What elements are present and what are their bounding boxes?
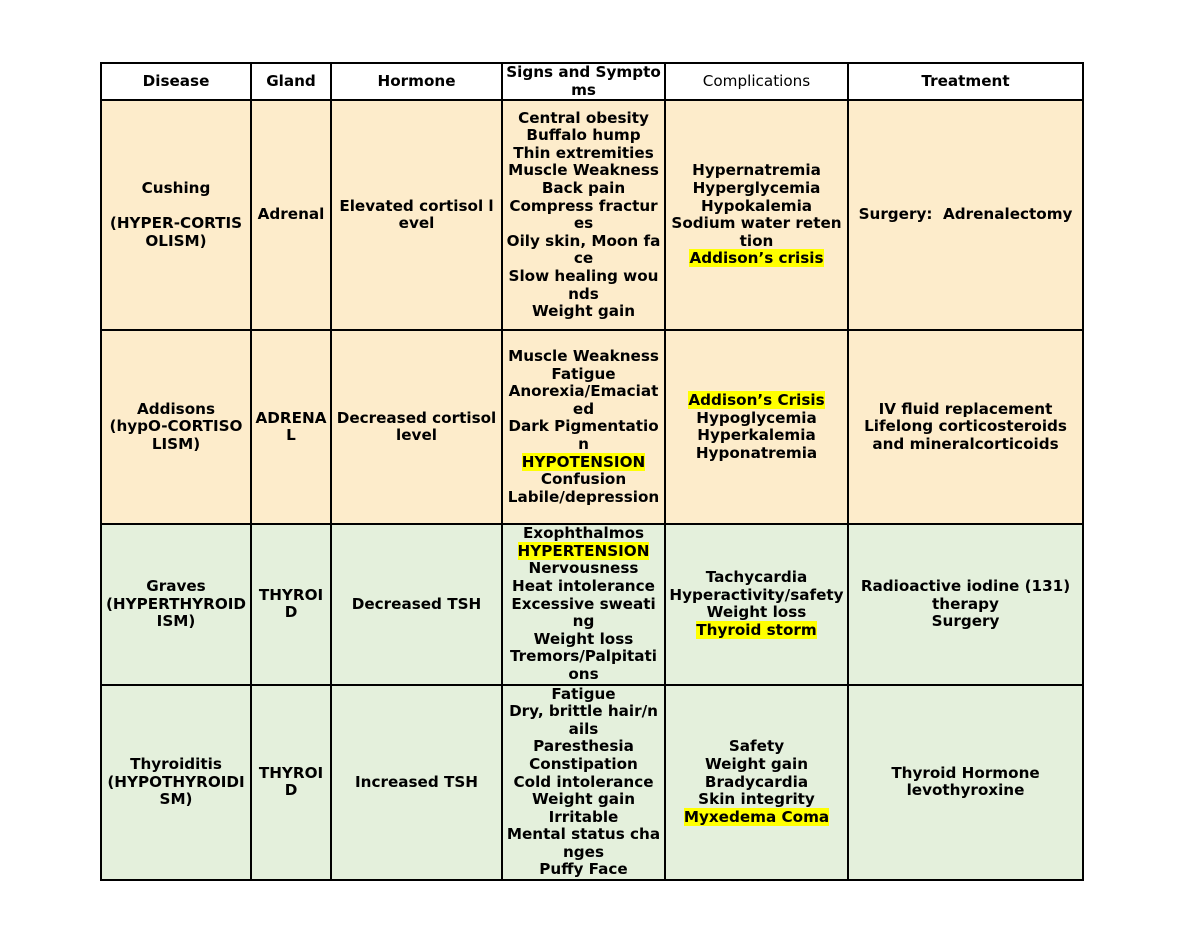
disease-name: Addisons	[136, 399, 216, 418]
disease-name: Thyroiditis	[130, 754, 222, 773]
signs-cell	[502, 685, 665, 881]
complication-item: Hyperkalemia	[697, 426, 816, 445]
treatment-item: Radioactive iodine (131) therapy	[860, 576, 1071, 613]
sign-item: Irritable	[548, 807, 619, 826]
header-disease: Disease	[101, 63, 251, 100]
complications-cell	[665, 330, 848, 524]
disease-cell	[101, 330, 251, 524]
header-complications: Complications	[665, 63, 848, 100]
gland-cell: THYROID	[251, 524, 331, 684]
treatment-item: IV fluid replacement	[878, 399, 1053, 418]
table-row	[101, 100, 1083, 330]
complication-item: Hyperglycemia	[692, 179, 821, 197]
sign-item: Central obesity	[518, 108, 649, 127]
sign-item: Fatigue	[551, 684, 616, 703]
highlighted-complication: Addison’s crisis	[689, 249, 824, 268]
disease-type: (HYPERTHYROIDISM)	[105, 594, 247, 631]
complication-item: Safety	[728, 737, 785, 756]
disease-cell	[101, 524, 251, 684]
disease-cell	[101, 685, 251, 881]
sign-item: Exophthalmos	[522, 524, 645, 543]
sign-item: Heat intolerance	[512, 576, 655, 595]
treatment-item: Surgery	[931, 612, 1000, 631]
complications-cell	[665, 100, 848, 330]
disease-name: Graves	[146, 576, 206, 595]
sign-item: Labile/depression	[507, 487, 660, 506]
treatment-item: Thyroid Hormone levothyroxine	[891, 763, 1040, 800]
hormone-cell: Decreased TSH	[331, 524, 502, 684]
disease-name: Cushing	[141, 179, 211, 197]
complication-item: Hypernatremia	[692, 161, 821, 180]
sign-item: Paresthesia	[533, 737, 634, 756]
complication-item: Skin integrity	[698, 790, 815, 809]
sign-item: Dark Pigmentation	[508, 417, 659, 453]
sign-item: Cold intolerance	[513, 772, 654, 791]
sign-item: Anorexia/Emaciated	[508, 382, 659, 418]
complication-item: Hyponatremia	[695, 443, 818, 462]
highlighted-complication: Addison’s Crisis	[688, 391, 825, 409]
sign-item: Weight gain	[531, 790, 636, 809]
signs-cell	[502, 100, 665, 330]
gland-cell: THYROID	[251, 685, 331, 881]
hormone-cell: Elevated cortisol level	[331, 100, 502, 330]
sign-item: Dry, brittle hair/nails	[509, 702, 658, 738]
disease-type: (HYPER-CORTISOLISM)	[109, 214, 243, 250]
disease-cell	[101, 100, 251, 330]
sign-item: Buffalo hump	[526, 126, 641, 145]
complication-item: Bradycardia	[704, 772, 809, 791]
highlighted-complication: Thyroid storm	[696, 620, 817, 639]
treatment-item: Surgery: Adrenalectomy	[858, 205, 1073, 224]
complication-item: Tachycardia	[705, 568, 808, 587]
sign-item: Muscle Weakness	[508, 161, 659, 180]
gland-cell: Adrenal	[251, 100, 331, 330]
signs-cell	[502, 330, 665, 524]
sign-item: Back pain	[541, 179, 626, 197]
complication-item: Weight loss	[706, 603, 807, 622]
sign-item: Nervousness	[528, 559, 639, 578]
sign-item: Fatigue	[551, 364, 616, 383]
treatment-item: Lifelong corticosteroids and mineralcorticoids	[864, 417, 1067, 453]
sign-item: Weight gain	[531, 302, 636, 321]
highlighted-complication: Myxedema Coma	[683, 807, 830, 826]
sign-item: Weight loss	[533, 629, 634, 648]
header-row	[101, 63, 1083, 100]
treatment-cell	[848, 330, 1083, 524]
complications-cell	[665, 685, 848, 881]
sign-item: Mental status changes	[506, 825, 661, 861]
complication-item: Hyperactivity/safety	[669, 585, 844, 604]
table-row	[101, 685, 1083, 881]
gland-cell: ADRENAL	[251, 330, 331, 524]
header-hormone: Hormone	[331, 63, 502, 100]
complication-item: Weight gain	[704, 754, 809, 773]
complications-cell	[665, 524, 848, 684]
hormone-cell: Increased TSH	[331, 685, 502, 881]
sign-item: Tremors/Palpitations	[509, 647, 658, 683]
sign-item: Oily skin, Moon face	[506, 231, 661, 268]
complication-item: Sodium water retention	[671, 214, 842, 250]
sign-item: Excessive sweating	[511, 594, 656, 631]
treatment-cell	[848, 685, 1083, 881]
table-row	[101, 330, 1083, 524]
endocrine-disorders-table	[100, 62, 1084, 881]
header-signs-and-symptoms: Signs and Symptoms	[502, 63, 665, 100]
header-gland: Gland	[251, 63, 331, 100]
sign-item: Puffy Face	[539, 860, 628, 879]
signs-cell	[502, 524, 665, 684]
sign-item: Muscle Weakness	[508, 347, 659, 366]
hormone-cell: Decreased cortisol level	[331, 330, 502, 524]
table-row	[101, 524, 1083, 684]
sign-item: Compress fractures	[509, 196, 658, 233]
sign-item: Constipation	[529, 754, 638, 773]
sign-item: Confusion	[540, 470, 627, 489]
complication-item: Hypokalemia	[700, 196, 813, 215]
treatment-cell	[848, 524, 1083, 684]
complication-item: Hypoglycemia	[696, 408, 817, 427]
disease-type: (HYPOTHYROIDISM)	[107, 772, 245, 809]
sign-item: Slow healing wounds	[508, 266, 659, 303]
highlighted-sign: HYPOTENSION	[521, 452, 646, 471]
sign-item: Thin extremities	[513, 143, 654, 162]
disease-type: (hypO-CORTISOLISM)	[109, 417, 243, 453]
treatment-cell	[848, 100, 1083, 330]
highlighted-sign: HYPERTENSION	[517, 541, 650, 560]
header-treatment: Treatment	[848, 63, 1083, 100]
